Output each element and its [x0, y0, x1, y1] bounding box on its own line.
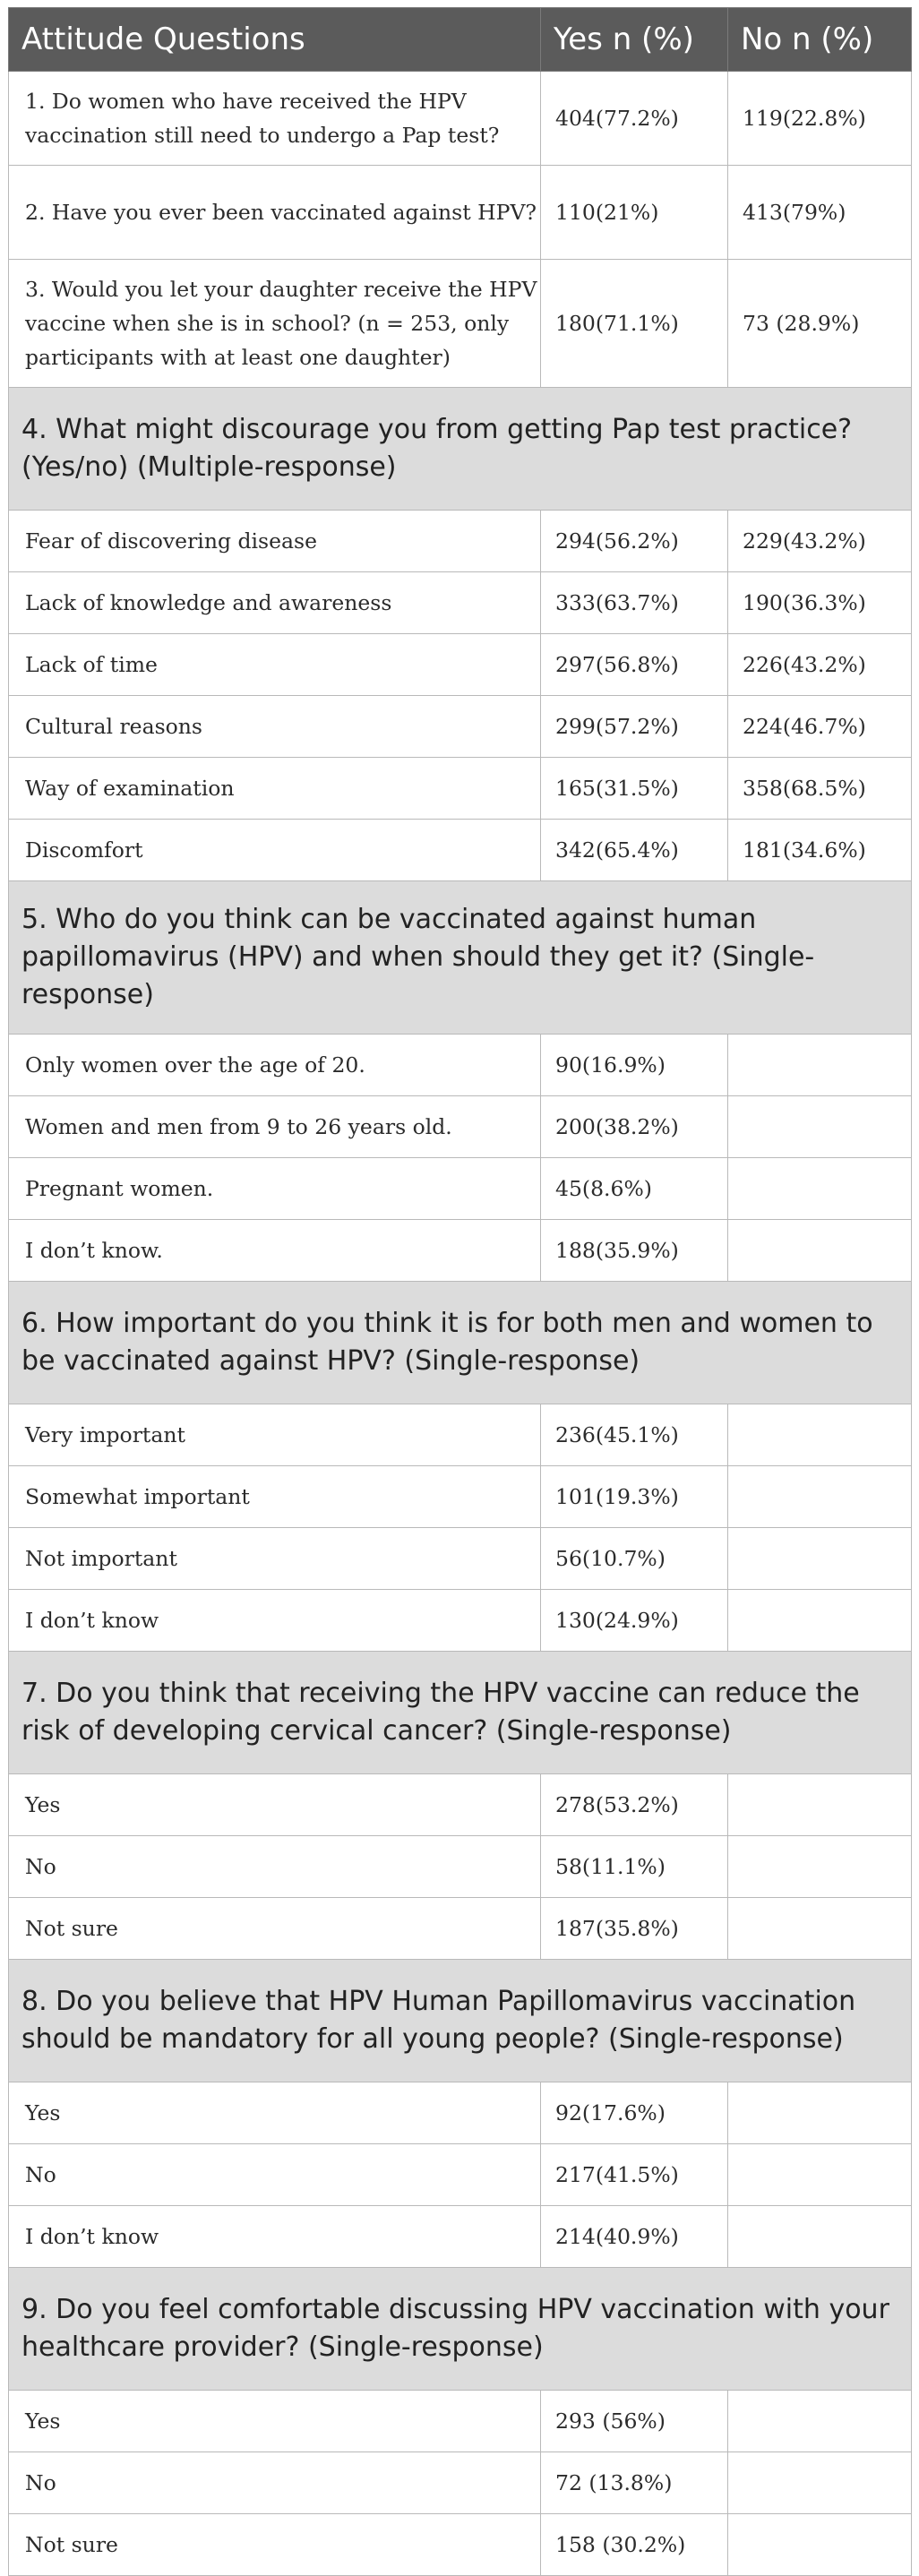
- option-cell: I don’t know: [9, 1590, 541, 1652]
- empty-cell: [728, 1466, 912, 1528]
- table-row: [9, 1774, 912, 1836]
- yes-cell: 58(11.1%): [541, 1836, 728, 1898]
- table-row: [9, 1590, 912, 1652]
- option-cell: No: [9, 2452, 541, 2514]
- section-title: 8. Do you believe that HPV Human Papillomavirus vaccination should be mandatory for all young people? (Single-response): [9, 1960, 912, 2082]
- option-cell: Way of examination: [9, 758, 541, 820]
- no-cell: 190(36.3%): [728, 572, 912, 634]
- section-title: 5. Who do you think can be vaccinated against human papillomavirus (HPV) and when should they get it? (Single-response): [9, 881, 912, 1035]
- yes-cell: 130(24.9%): [541, 1590, 728, 1652]
- header-yes: Yes n (%): [541, 8, 728, 72]
- empty-cell: [728, 2514, 912, 2576]
- no-cell: 358(68.5%): [728, 758, 912, 820]
- yes-cell: 200(38.2%): [541, 1096, 728, 1158]
- option-cell: I don’t know: [9, 2206, 541, 2268]
- table-row: [9, 2206, 912, 2268]
- yes-cell: 101(19.3%): [541, 1466, 728, 1528]
- yes-cell: 297(56.8%): [541, 634, 728, 696]
- no-cell: 224(46.7%): [728, 696, 912, 758]
- yes-cell: 214(40.9%): [541, 2206, 728, 2268]
- section-title: 9. Do you feel comfortable discussing HPV vaccination with your healthcare provider? (Single-response): [9, 2268, 912, 2391]
- no-cell: 226(43.2%): [728, 634, 912, 696]
- empty-cell: [728, 2391, 912, 2452]
- yes-cell: 236(45.1%): [541, 1404, 728, 1466]
- empty-cell: [728, 1404, 912, 1466]
- table-row: [9, 72, 912, 166]
- yes-cell: 158 (30.2%): [541, 2514, 728, 2576]
- no-cell: 181(34.6%): [728, 820, 912, 881]
- yes-cell: 56(10.7%): [541, 1528, 728, 1590]
- option-cell: Cultural reasons: [9, 696, 541, 758]
- yes-cell: 404(77.2%): [541, 72, 728, 166]
- header-attitude-questions: Attitude Questions: [9, 8, 541, 72]
- option-cell: Not sure: [9, 1898, 541, 1960]
- table-row: [9, 2514, 912, 2576]
- table-row: [9, 1035, 912, 1096]
- table-row: [9, 1528, 912, 1590]
- option-cell: Not sure: [9, 2514, 541, 2576]
- section-title: 4. What might discourage you from getting Pap test practice? (Yes/no) (Multiple-response): [9, 388, 912, 511]
- table-row: [9, 511, 912, 572]
- empty-cell: [728, 1528, 912, 1590]
- option-cell: Discomfort: [9, 820, 541, 881]
- option-cell: Very important: [9, 1404, 541, 1466]
- section-title: 6. How important do you think it is for both men and women to be vaccinated against HPV? (Single-response): [9, 1282, 912, 1404]
- option-cell: No: [9, 2144, 541, 2206]
- table-row: [9, 1158, 912, 1220]
- table-row: [9, 2144, 912, 2206]
- yes-cell: 92(17.6%): [541, 2082, 728, 2144]
- yes-cell: 278(53.2%): [541, 1774, 728, 1836]
- question-cell: 1. Do women who have received the HPV vaccination still need to undergo a Pap test?: [9, 72, 541, 166]
- empty-cell: [728, 1158, 912, 1220]
- table-row: [9, 572, 912, 634]
- empty-cell: [728, 1220, 912, 1282]
- table-row: [9, 634, 912, 696]
- yes-cell: 72 (13.8%): [541, 2452, 728, 2514]
- yes-cell: 180(71.1%): [541, 260, 728, 388]
- option-cell: Lack of time: [9, 634, 541, 696]
- attitude-table: [8, 7, 912, 2576]
- yes-cell: 217(41.5%): [541, 2144, 728, 2206]
- table-row: [9, 166, 912, 260]
- no-cell: 73 (28.9%): [728, 260, 912, 388]
- empty-cell: [728, 1590, 912, 1652]
- yes-cell: 293 (56%): [541, 2391, 728, 2452]
- no-cell: 413(79%): [728, 166, 912, 260]
- option-cell: Yes: [9, 2391, 541, 2452]
- table-row: [9, 696, 912, 758]
- empty-cell: [728, 1035, 912, 1096]
- question-cell: 2. Have you ever been vaccinated against HPV?: [9, 166, 541, 260]
- yes-cell: 294(56.2%): [541, 511, 728, 572]
- empty-cell: [728, 2082, 912, 2144]
- option-cell: Not important: [9, 1528, 541, 1590]
- empty-cell: [728, 1096, 912, 1158]
- table-row: [9, 820, 912, 881]
- table-row: [9, 1220, 912, 1282]
- empty-cell: [728, 2206, 912, 2268]
- empty-cell: [728, 1836, 912, 1898]
- table-row: [9, 2082, 912, 2144]
- option-cell: Women and men from 9 to 26 years old.: [9, 1096, 541, 1158]
- table-row: [9, 1836, 912, 1898]
- option-cell: Somewhat important: [9, 1466, 541, 1528]
- table-row: [9, 758, 912, 820]
- option-cell: Yes: [9, 2082, 541, 2144]
- yes-cell: 188(35.9%): [541, 1220, 728, 1282]
- section-header-row: [9, 881, 912, 1035]
- option-cell: Pregnant women.: [9, 1158, 541, 1220]
- no-cell: 229(43.2%): [728, 511, 912, 572]
- empty-cell: [728, 1898, 912, 1960]
- table-row: [9, 1096, 912, 1158]
- yes-cell: 165(31.5%): [541, 758, 728, 820]
- option-cell: No: [9, 1836, 541, 1898]
- question-cell: 3. Would you let your daughter receive the HPV vaccine when she is in school? (n = 253, only participants with at least one daughter): [9, 260, 541, 388]
- yes-cell: 90(16.9%): [541, 1035, 728, 1096]
- section-header-row: [9, 388, 912, 511]
- empty-cell: [728, 2452, 912, 2514]
- yes-cell: 342(65.4%): [541, 820, 728, 881]
- yes-cell: 110(21%): [541, 166, 728, 260]
- table-row: [9, 1898, 912, 1960]
- table-row: [9, 1466, 912, 1528]
- yes-cell: 299(57.2%): [541, 696, 728, 758]
- empty-cell: [728, 1774, 912, 1836]
- empty-cell: [728, 2144, 912, 2206]
- section-header-row: [9, 1960, 912, 2082]
- table-header-row: [9, 8, 912, 72]
- table-row: [9, 2391, 912, 2452]
- table-row: [9, 260, 912, 388]
- option-cell: Yes: [9, 1774, 541, 1836]
- section-title: 7. Do you think that receiving the HPV vaccine can reduce the risk of developing cervical cancer? (Single-response): [9, 1652, 912, 1774]
- section-header-row: [9, 1282, 912, 1404]
- section-header-row: [9, 2268, 912, 2391]
- table-row: [9, 1404, 912, 1466]
- section-header-row: [9, 1652, 912, 1774]
- option-cell: Fear of discovering disease: [9, 511, 541, 572]
- yes-cell: 333(63.7%): [541, 572, 728, 634]
- option-cell: Lack of knowledge and awareness: [9, 572, 541, 634]
- option-cell: Only women over the age of 20.: [9, 1035, 541, 1096]
- table-row: [9, 2452, 912, 2514]
- yes-cell: 45(8.6%): [541, 1158, 728, 1220]
- header-no: No n (%): [728, 8, 912, 72]
- no-cell: 119(22.8%): [728, 72, 912, 166]
- option-cell: I don’t know.: [9, 1220, 541, 1282]
- yes-cell: 187(35.8%): [541, 1898, 728, 1960]
- attitude-table-container: [8, 7, 911, 2576]
